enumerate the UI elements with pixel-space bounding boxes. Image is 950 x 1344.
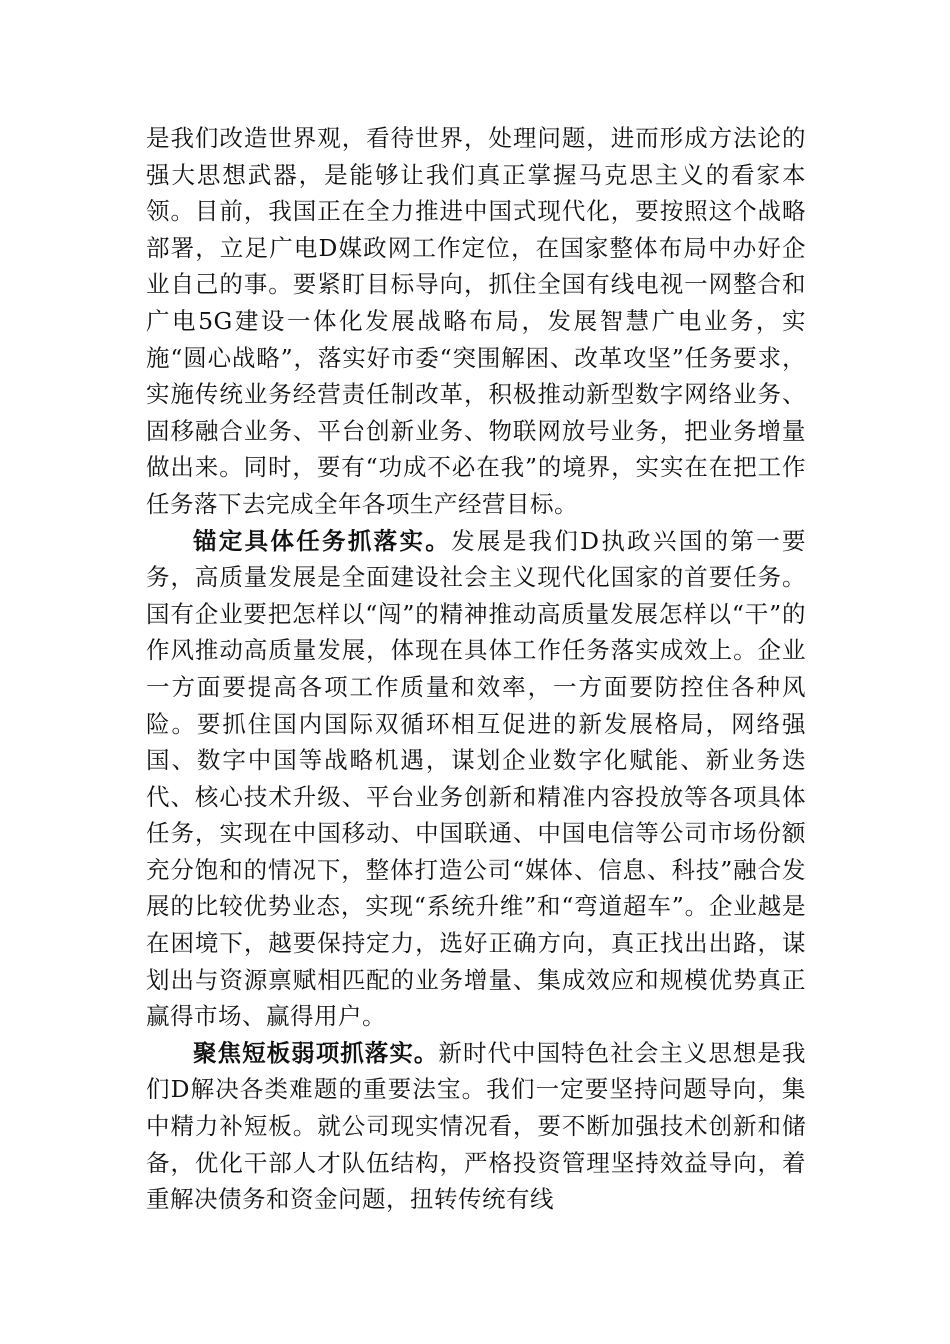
body-text — [146, 120, 806, 1218]
paragraph-2-heading: 锚定具体任务抓落实。 — [193, 526, 452, 555]
paragraph-2-text: 发展是我们D执政兴国的第一要务，高质量发展是全面建设社会主义现代化国家的首要任务。国有企业要把怎样以“闯”的精神推动高质量发展怎样以“干”的作风推动高质量发展，体现在具体工作任务落实成效上。企业一方面要提高各项工作质量和效率，一方面要防控住各种风险。要抓住国内国际双循环相互促进的新发展格局，网络强国、数字中国等战略机遇，谋划企业数字化赋能、新业务迭代、核心技术升级、平台业务创新和精准内容投放等各项具体任务，实现在中国移动、中国联通、中国电信等公司市场份额充分饱和的情况下，整体打造公司“媒体、信息、科技”融合发展的比较优势业态，实现“系统升维”和“弯道超车”。企业越是在困境下，越要保持定力，选好正确方向，真正找出出路，谋划出与资源禀赋相匹配的业务增量、集成效应和规模优势真正赢得市场、赢得用户。 — [146, 526, 807, 1031]
paragraph-3 — [146, 1035, 806, 1218]
paragraph-1-text: 是我们改造世界观，看待世界，处理问题，进而形成方法论的强大思想武器，是能够让我们真正掌握马克思主义的看家本领。目前，我国正在全力推进中国式现代化，要按照这个战略部署，立足广电D媒政网工作定位，在国家整体布局中办好企业自己的事。要紧盯目标导向，抓住全国有线电视一网整合和广电5G建设一体化发展战略布局，发展智慧广电业务，实施“圆心战略”，落实好市委“突围解困、改革攻坚”任务要求，实施传统业务经营责任制改革，积极推动新型数字网络业务、固移融合业务、平台创新业务、物联网放号业务，把业务增量做出来。同时，要有“功成不必在我”的境界，实实在在把工作任务落下去完成全年各项生产经营目标。 — [146, 124, 806, 518]
paragraph-3-text: 新时代中国特色社会主义思想是我们D解决各类难题的重要法宝。我们一定要坚持问题导向，集中精力补短板。就公司现实情况看，要不断加强技术创新和储备，优化干部人才队伍结构，严格投资管理坚持效益导向，着重解决债务和资金问题，扭转传统有线 — [146, 1038, 807, 1214]
paragraph-2 — [146, 523, 806, 1035]
paragraph-3-heading: 聚焦短板弱项抓落实。 — [193, 1038, 439, 1067]
paragraph-1 — [146, 120, 806, 523]
